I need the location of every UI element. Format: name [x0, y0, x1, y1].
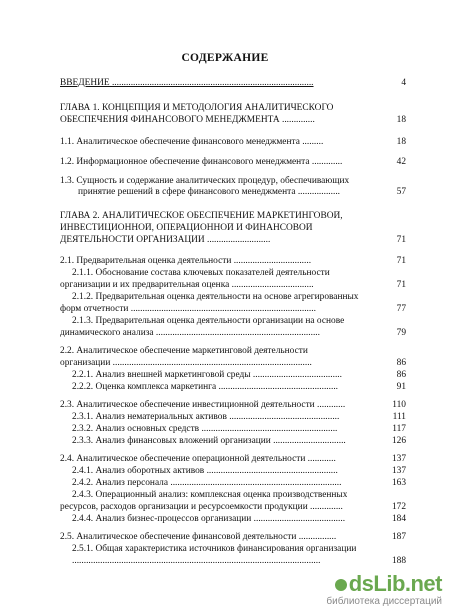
- toc-page: 163: [391, 478, 406, 488]
- toc-line[interactable]: 2.5.1. Общая характеристика источников финансирования организации: [72, 544, 357, 554]
- watermark-logo: dsLib.net: [326, 573, 442, 595]
- toc-line[interactable]: 2.3.2. Анализ основных средств ..........................................................: [72, 424, 338, 434]
- toc-page: 117: [392, 424, 406, 434]
- toc-line[interactable]: динамического анализа ......................................................................: [60, 328, 320, 338]
- toc-line[interactable]: ресурсов, расходов организации и ресурсоемкости продукции ..............: [60, 502, 343, 512]
- toc-line[interactable]: ДЕЯТЕЛЬНОСТИ ОРГАНИЗАЦИИ ...........................: [60, 235, 271, 245]
- page-title: СОДЕРЖАНИЕ: [181, 52, 269, 64]
- toc-page: 126: [391, 436, 406, 446]
- toc-page: 71: [396, 280, 406, 290]
- toc-page: 4: [401, 78, 406, 88]
- toc-page: 77: [396, 304, 406, 314]
- toc-line[interactable]: 1.3. Сущность и содержание аналитических процедур, обеспечивающих: [60, 176, 350, 186]
- toc-line[interactable]: 2.4.4. Анализ бизнес-процессов организации .......................................: [72, 514, 346, 524]
- toc-line[interactable]: 1.2. Информационное обеспечение финансового менеджмента .............: [60, 157, 343, 167]
- toc-page: 86: [396, 358, 406, 368]
- toc-page: 71: [396, 235, 406, 245]
- toc-page: 18: [396, 137, 406, 147]
- toc-page: 110: [392, 400, 406, 410]
- toc-page: 18: [396, 115, 406, 125]
- toc-page: 184: [391, 514, 406, 524]
- toc-line[interactable]: 2.2.1. Анализ внешней маркетинговой среды ......................................: [72, 370, 342, 380]
- toc-line[interactable]: [60, 78, 314, 89]
- toc-line[interactable]: ГЛАВА 2. АНАЛИТИЧЕСКОЕ ОБЕСПЕЧЕНИЕ МАРКЕТИНГОВОЙ,: [60, 211, 343, 221]
- toc-line[interactable]: 2.1. Предварительная оценка деятельности .................................: [60, 256, 312, 266]
- toc-page: 188: [391, 556, 406, 566]
- toc-page: 57: [396, 187, 406, 197]
- toc-page: 137: [391, 466, 406, 476]
- toc-line[interactable]: 2.3.3. Анализ финансовых вложений организации ...............................: [72, 436, 346, 446]
- watermark-subtitle: библиотека диссертаций: [326, 596, 442, 607]
- toc-page: 79: [396, 328, 406, 338]
- toc-line[interactable]: ИНВЕСТИЦИОННОЙ, ОПЕРАЦИОННОЙ И ФИНАНСОВОЙ: [60, 223, 313, 233]
- logo-icon: [335, 579, 347, 591]
- toc-page: 86: [396, 370, 406, 380]
- toc-line[interactable]: организации и их предварительная оценка ...................................: [60, 280, 314, 290]
- toc-line[interactable]: 2.4.3. Операционный анализ: комплексная оценка производственных: [72, 490, 348, 500]
- toc-page: 137: [391, 454, 406, 464]
- toc-line[interactable]: 2.5. Аналитическое обеспечение финансовой деятельности ................: [60, 532, 337, 542]
- toc-line[interactable]: ..........................................................................................................: [72, 556, 321, 566]
- toc-line[interactable]: организации .....................................................................................: [60, 358, 312, 368]
- toc-line[interactable]: 2.4. Аналитическое обеспечение операционной деятельности ............: [60, 454, 336, 464]
- toc-line[interactable]: ГЛАВА 1. КОНЦЕПЦИЯ И МЕТОДОЛОГИЯ АНАЛИТИЧЕСКОГО: [60, 103, 334, 113]
- toc-line[interactable]: ОБЕСПЕЧЕНИЯ ФИНАНСОВОГО МЕНЕДЖМЕНТА ..............: [60, 115, 315, 125]
- toc-page: 172: [391, 502, 406, 512]
- watermark: [326, 573, 442, 607]
- toc-line[interactable]: 2.1.1. Обоснование состава ключевых показателей деятельности: [72, 268, 330, 278]
- toc-page: 187: [391, 532, 406, 542]
- toc-page: 111: [392, 412, 406, 422]
- toc-line[interactable]: 2.1.3. Предварительная оценка деятельности организации на основе: [72, 316, 345, 326]
- toc-line[interactable]: форм отчетности ...............................................................................: [60, 304, 316, 314]
- toc-text: ВВЕДЕНИЕ ......................................................................................: [60, 78, 314, 88]
- toc-page: 91: [396, 382, 406, 392]
- toc-page: 42: [396, 157, 406, 167]
- toc-line[interactable]: 1.1. Аналитическое обеспечение финансового менеджмента .........: [60, 137, 324, 147]
- toc-line[interactable]: 2.2. Аналитическое обеспечение маркетинговой деятельности: [60, 346, 308, 356]
- toc-line[interactable]: 2.3. Аналитическое обеспечение инвестиционной деятельности ............: [60, 400, 346, 410]
- toc-line[interactable]: принятие решений в сфере финансового менеджмента ..................: [78, 187, 341, 197]
- toc-page: 71: [396, 256, 406, 266]
- toc-line[interactable]: 2.2.2. Оценка комплекса маркетинга ...................................................: [72, 382, 339, 392]
- toc-line[interactable]: 2.3.1. Анализ нематериальных активов ...............................................: [72, 412, 340, 422]
- toc-line[interactable]: 2.4.2. Анализ персонала .........................................................................: [72, 478, 342, 488]
- toc-line[interactable]: 2.4.1. Анализ оборотных активов ........................................................: [72, 466, 338, 476]
- toc-line[interactable]: 2.1.2. Предварительная оценка деятельности на основе агрегированных: [72, 292, 359, 302]
